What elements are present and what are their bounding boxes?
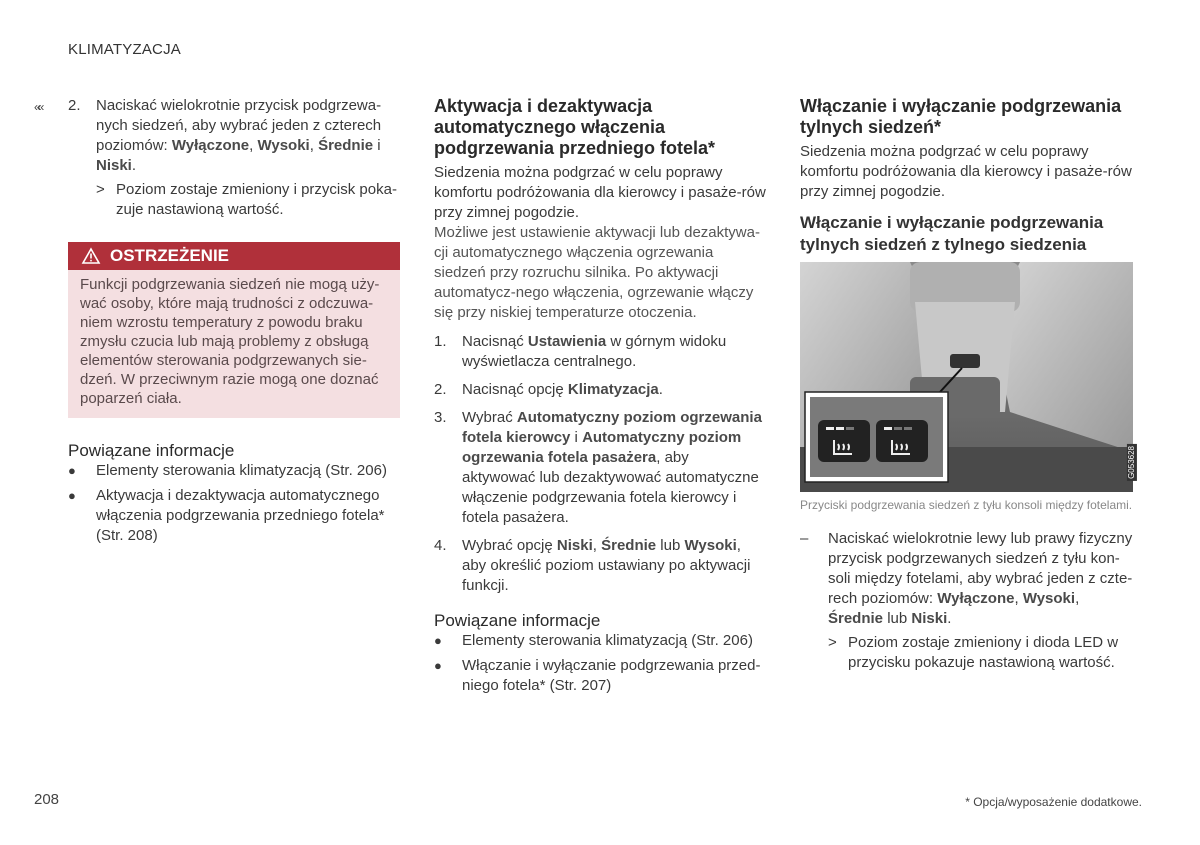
intro-text: Siedzenia można podgrzać w celu poprawy komfortu podróżowania dla kierowcy i pasaże-rów przy zimnej pogodzie. [800, 143, 1132, 200]
section-title: Aktywacja i dezaktywacja automatycznego włączenia podgrzewania przedniego fotela* [434, 96, 716, 158]
related-title: Powiązane informacje [68, 441, 235, 460]
image-code: G053628 [1127, 446, 1136, 479]
step-1: 1. Nacisnąć Ustawienia w górnym widoku wyświetlacza centralnego. [434, 333, 727, 370]
related-title: Powiązane informacje [434, 611, 601, 630]
footnote: * Opcja/wyposażenie dodatkowe. [965, 795, 1142, 809]
description-text: Możliwe jest ustawienie aktywacji lub dezaktywa-cji automatycznego włączenia ogrzewania siedzeń przy rozruchu silnika. Po aktywacji automatycz-nego włączenia, ogrzewanie włączy się przy niskiej temperaturze otoczenia. [434, 224, 760, 321]
related-link[interactable]: ● Elementy sterowania klimatyzacją (Str. 206) [434, 632, 753, 649]
console-photo [800, 262, 1136, 492]
column-1 [68, 96, 400, 546]
back-arrow-icon[interactable]: «« [34, 100, 42, 114]
warning-title: OSTRZEŻENIE [110, 246, 230, 265]
related-link[interactable]: ● Aktywacja i dezaktywacja automatycznego włączenia podgrzewania przedniego fotela* (Str. 208) [68, 487, 385, 544]
column-2 [434, 96, 766, 696]
result-marker: > [96, 181, 105, 198]
warning-header [68, 242, 400, 270]
step-3: 3. Wybrać Automatyczny poziom ogrzewania fotela kierowcy i Automatyczny poziom ogrzewania fotela pasażera, aby aktywować lub dezaktywować automatyczne włączenie podgrzewania fotela kierowcy i fotela pasażera. [434, 409, 762, 526]
section-title: Włączanie i wyłączanie podgrzewania tylnych siedzeń* [800, 96, 1122, 137]
subsection-title: Włączanie i wyłączanie podgrzewania tylnych siedzeń z tylnego siedzenia [800, 213, 1104, 254]
step-result [68, 180, 400, 220]
result-text: Poziom zostaje zmieniony i przycisk poka-zuje nastawioną wartość. [116, 181, 397, 218]
step-dash: – [800, 530, 809, 547]
column-3 [800, 96, 1134, 673]
step-text: Naciskać wielokrotnie przycisk podgrzewa-nych siedzeń, aby wybrać jeden z czterech poziomów: Wyłączone, Wysoki, Średnie i Niski. [96, 97, 382, 174]
page-header: KLIMATYZACJA [68, 41, 181, 58]
step-result: > Poziom zostaje zmieniony i dioda LED w przycisku pokazuje nastawioną wartość. [828, 634, 1119, 671]
related-link[interactable]: ● Elementy sterowania klimatyzacją (Str. 206) [68, 462, 387, 479]
warning-text: Funkcji podgrzewania siedzeń nie mogą uży-wać osoby, które mają trudności z odczuwa-niem wzrostu temperatury z powodu braku zmysłu czucia lub mają problemy z obsługą elementów sterowania podgrzewanych sie-dzeń. W przeciwnym razie mogą one doznać poparzeń ciała. [80, 276, 380, 407]
step-2: 2. Nacisnąć opcję Klimatyzacja. [434, 381, 663, 398]
intro-text: Siedzenia można podgrzać w celu poprawy komfortu podróżowania dla kierowcy i pasaże-rów przy zimnej pogodzie. [434, 164, 766, 221]
warning-box [68, 242, 400, 418]
page-number: 208 [34, 791, 60, 808]
step-2 [68, 96, 400, 176]
rear-console-illustration [800, 262, 1133, 492]
step-4: 4. Wybrać opcję Niski, Średnie lub Wysoki, aby określić poziom ustawiany po aktywacji funkcji. [434, 537, 751, 594]
warning-triangle-icon [82, 248, 100, 264]
step: – Naciskać wielokrotnie lewy lub prawy fizyczny przycisk podgrzewanych siedzeń z tyłu kon-soli między fotelami, aby wybrać jeden z czte-rech poziomów: Wyłączone, Wysoki, Średnie lub Niski. [800, 530, 1133, 627]
related-link[interactable]: ● Włączanie i wyłączanie podgrzewania przed-niego fotela* (Str. 207) [434, 657, 761, 694]
image-caption: Przyciski podgrzewania siedzeń z tyłu konsoli między fotelami. [800, 498, 1133, 512]
step-number: 2. [68, 97, 81, 114]
